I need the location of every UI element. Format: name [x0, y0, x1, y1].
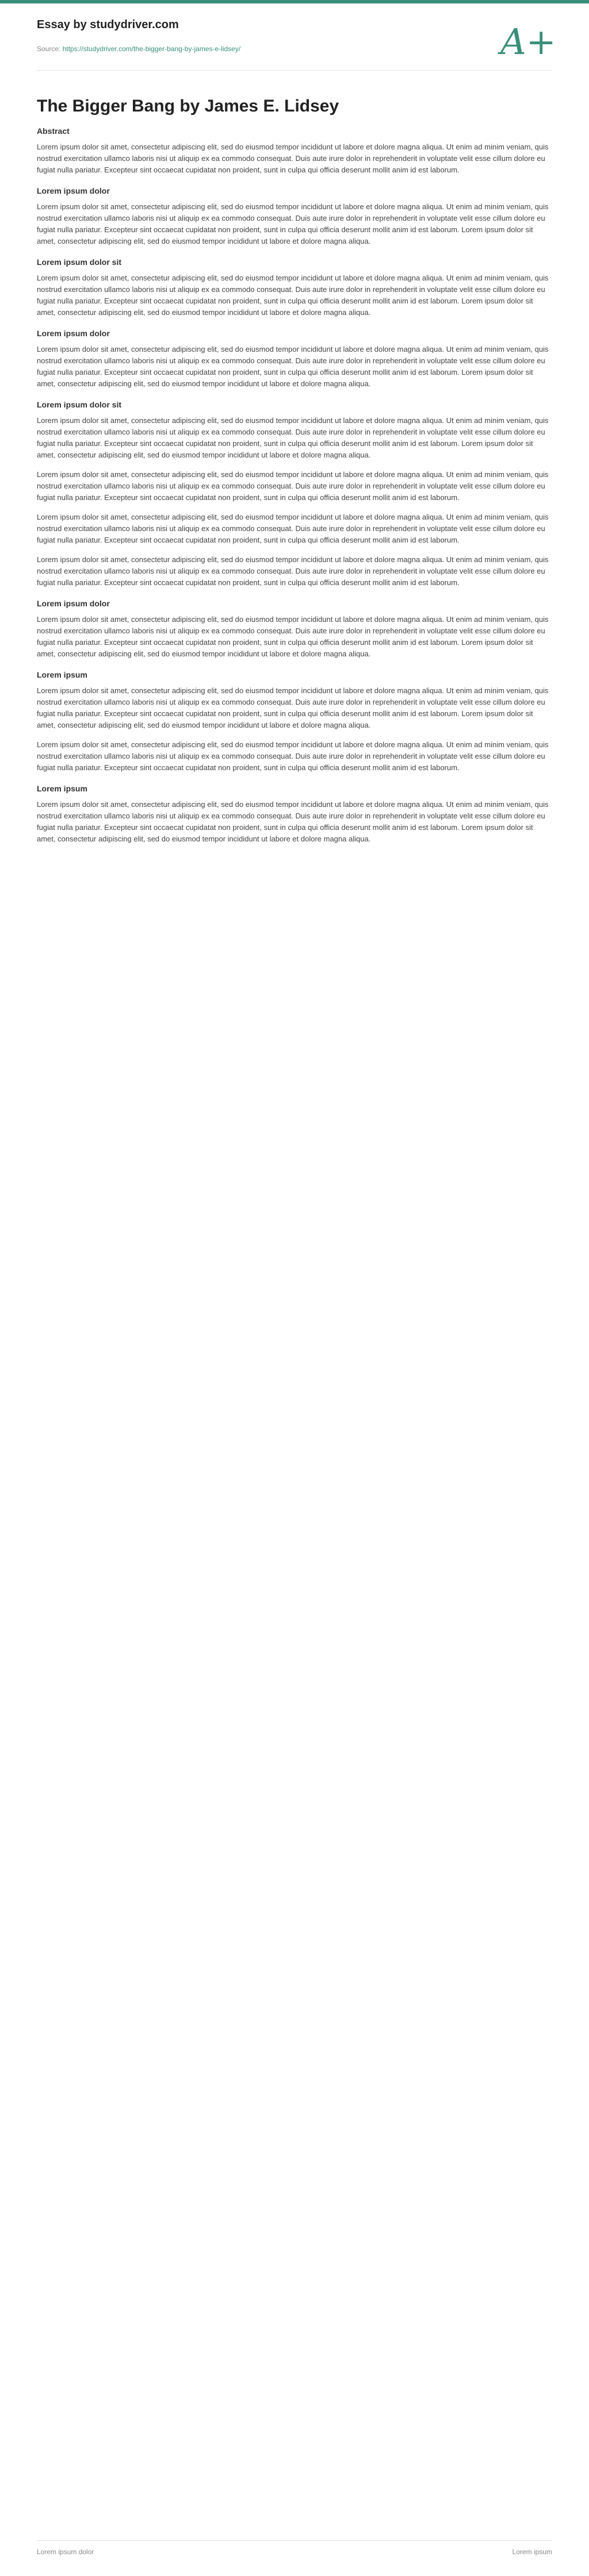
section-heading: Lorem ipsum	[37, 784, 87, 793]
section-heading: Lorem ipsum dolor	[37, 186, 110, 195]
footer	[37, 2540, 552, 2556]
section-heading: Lorem ipsum dolor	[37, 329, 110, 338]
footer-left: Lorem ipsum dolor	[37, 2548, 94, 2556]
source-line	[37, 45, 240, 53]
paragraph: Lorem ipsum dolor sit amet, consectetur adipiscing elit, sed do eiusmod tempor incididunt ut labore et dolore magna aliqua. Ut enim ad minim veniam, quis nostrud exercitation ullamco laboris nisi ut aliquip ex ea commodo consequat. Duis aute irure dolor in reprehenderit in voluptate velit esse cillum dolore eu fugiat nulla pariatur. Excepteur sint occaecat cupidatat non proident, sunt in culpa qui officia deserunt mollit anim id est laborum. Lorem ipsum dolor sit amet, consectetur adipiscing elit, sed do eiusmod tempor incididunt ut labore et dolore magna aliqua.	[37, 345, 549, 388]
article-sections	[37, 126, 552, 845]
paragraph: Lorem ipsum dolor sit amet, consectetur adipiscing elit, sed do eiusmod tempor incididunt ut labore et dolore magna aliqua. Ut enim ad minim veniam, quis nostrud exercitation ullamco laboris nisi ut aliquip ex ea commodo consequat. Duis aute irure dolor in reprehenderit in voluptate velit esse cillum dolore eu fugiat nulla pariatur. Excepteur sint occaecat cupidatat non proident, sunt in culpa qui officia deserunt mollit anim id est laborum. Lorem ipsum dolor sit amet, consectetur adipiscing elit, sed do eiusmod tempor incididunt ut labore et dolore magna aliqua.	[37, 202, 549, 245]
header	[37, 15, 556, 71]
source-label: Source:	[37, 45, 61, 53]
article	[37, 97, 552, 853]
article-title: The Bigger Bang by James E. Lidsey	[37, 97, 339, 116]
paragraph: Lorem ipsum dolor sit amet, consectetur adipiscing elit, sed do eiusmod tempor incididunt ut labore et dolore magna aliqua. Ut enim ad minim veniam, quis nostrud exercitation ullamco laboris nisi ut aliquip ex ea commodo consequat. Duis aute irure dolor in reprehenderit in voluptate velit esse cillum dolore eu fugiat nulla pariatur. Excepteur sint occaecat cupidatat non proident, sunt in culpa qui officia deserunt mollit anim id est laborum.	[37, 143, 549, 174]
paragraph: Lorem ipsum dolor sit amet, consectetur adipiscing elit, sed do eiusmod tempor incididunt ut labore et dolore magna aliqua. Ut enim ad minim veniam, quis nostrud exercitation ullamco laboris nisi ut aliquip ex ea commodo consequat. Duis aute irure dolor in reprehenderit in voluptate velit esse cillum dolore eu fugiat nulla pariatur. Excepteur sint occaecat cupidatat non proident, sunt in culpa qui officia deserunt mollit anim id est laborum. Lorem ipsum dolor sit amet, consectetur adipiscing elit, sed do eiusmod tempor incididunt ut labore et dolore magna aliqua.	[37, 686, 549, 729]
source-link[interactable]: https://studydriver.com/the-bigger-bang-by-james-e-lidsey/	[62, 45, 241, 53]
section-heading: Lorem ipsum	[37, 670, 87, 679]
paragraph: Lorem ipsum dolor sit amet, consectetur adipiscing elit, sed do eiusmod tempor incididunt ut labore et dolore magna aliqua. Ut enim ad minim veniam, quis nostrud exercitation ullamco laboris nisi ut aliquip ex ea commodo consequat. Duis aute irure dolor in reprehenderit in voluptate velit esse cillum dolore eu fugiat nulla pariatur. Excepteur sint occaecat cupidatat non proident, sunt in culpa qui officia deserunt mollit anim id est laborum.	[37, 740, 549, 772]
paragraph: Lorem ipsum dolor sit amet, consectetur adipiscing elit, sed do eiusmod tempor incididunt ut labore et dolore magna aliqua. Ut enim ad minim veniam, quis nostrud exercitation ullamco laboris nisi ut aliquip ex ea commodo consequat. Duis aute irure dolor in reprehenderit in voluptate velit esse cillum dolore eu fugiat nulla pariatur. Excepteur sint occaecat cupidatat non proident, sunt in culpa qui officia deserunt mollit anim id est laborum. Lorem ipsum dolor sit amet, consectetur adipiscing elit, sed do eiusmod tempor incididunt ut labore et dolore magna aliqua.	[37, 615, 549, 658]
paragraph: Lorem ipsum dolor sit amet, consectetur adipiscing elit, sed do eiusmod tempor incididunt ut labore et dolore magna aliqua. Ut enim ad minim veniam, quis nostrud exercitation ullamco laboris nisi ut aliquip ex ea commodo consequat. Duis aute irure dolor in reprehenderit in voluptate velit esse cillum dolore eu fugiat nulla pariatur. Excepteur sint occaecat cupidatat non proident, sunt in culpa qui officia deserunt mollit anim id est laborum.	[37, 470, 549, 502]
top-accent-bar	[0, 0, 589, 3]
a-plus-logo-icon	[497, 15, 556, 67]
section-heading: Lorem ipsum dolor sit	[37, 257, 122, 267]
paragraph: Lorem ipsum dolor sit amet, consectetur adipiscing elit, sed do eiusmod tempor incididunt ut labore et dolore magna aliqua. Ut enim ad minim veniam, quis nostrud exercitation ullamco laboris nisi ut aliquip ex ea commodo consequat. Duis aute irure dolor in reprehenderit in voluptate velit esse cillum dolore eu fugiat nulla pariatur. Excepteur sint occaecat cupidatat non proident, sunt in culpa qui officia deserunt mollit anim id est laborum. Lorem ipsum dolor sit amet, consectetur adipiscing elit, sed do eiusmod tempor incididunt ut labore et dolore magna aliqua.	[37, 800, 549, 843]
paragraph: Lorem ipsum dolor sit amet, consectetur adipiscing elit, sed do eiusmod tempor incididunt ut labore et dolore magna aliqua. Ut enim ad minim veniam, quis nostrud exercitation ullamco laboris nisi ut aliquip ex ea commodo consequat. Duis aute irure dolor in reprehenderit in voluptate velit esse cillum dolore eu fugiat nulla pariatur. Excepteur sint occaecat cupidatat non proident, sunt in culpa qui officia deserunt mollit anim id est laborum.	[37, 555, 549, 587]
section-heading: Lorem ipsum dolor sit	[37, 400, 122, 409]
site-brand[interactable]: Essay by studydriver.com	[37, 18, 179, 31]
paragraph: Lorem ipsum dolor sit amet, consectetur adipiscing elit, sed do eiusmod tempor incididunt ut labore et dolore magna aliqua. Ut enim ad minim veniam, quis nostrud exercitation ullamco laboris nisi ut aliquip ex ea commodo consequat. Duis aute irure dolor in reprehenderit in voluptate velit esse cillum dolore eu fugiat nulla pariatur. Excepteur sint occaecat cupidatat non proident, sunt in culpa qui officia deserunt mollit anim id est laborum. Lorem ipsum dolor sit amet, consectetur adipiscing elit, sed do eiusmod tempor incididunt ut labore et dolore magna aliqua.	[37, 274, 549, 317]
logo-text: A+	[500, 21, 556, 63]
paragraph: Lorem ipsum dolor sit amet, consectetur adipiscing elit, sed do eiusmod tempor incididunt ut labore et dolore magna aliqua. Ut enim ad minim veniam, quis nostrud exercitation ullamco laboris nisi ut aliquip ex ea commodo consequat. Duis aute irure dolor in reprehenderit in voluptate velit esse cillum dolore eu fugiat nulla pariatur. Excepteur sint occaecat cupidatat non proident, sunt in culpa qui officia deserunt mollit anim id est laborum.	[37, 513, 549, 544]
paragraph: Lorem ipsum dolor sit amet, consectetur adipiscing elit, sed do eiusmod tempor incididunt ut labore et dolore magna aliqua. Ut enim ad minim veniam, quis nostrud exercitation ullamco laboris nisi ut aliquip ex ea commodo consequat. Duis aute irure dolor in reprehenderit in voluptate velit esse cillum dolore eu fugiat nulla pariatur. Excepteur sint occaecat cupidatat non proident, sunt in culpa qui officia deserunt mollit anim id est laborum. Lorem ipsum dolor sit amet, consectetur adipiscing elit, sed do eiusmod tempor incididunt ut labore et dolore magna aliqua.	[37, 416, 549, 459]
section-heading: Abstract	[37, 126, 70, 136]
footer-right: Lorem ipsum	[512, 2548, 552, 2556]
section-heading: Lorem ipsum dolor	[37, 599, 110, 608]
